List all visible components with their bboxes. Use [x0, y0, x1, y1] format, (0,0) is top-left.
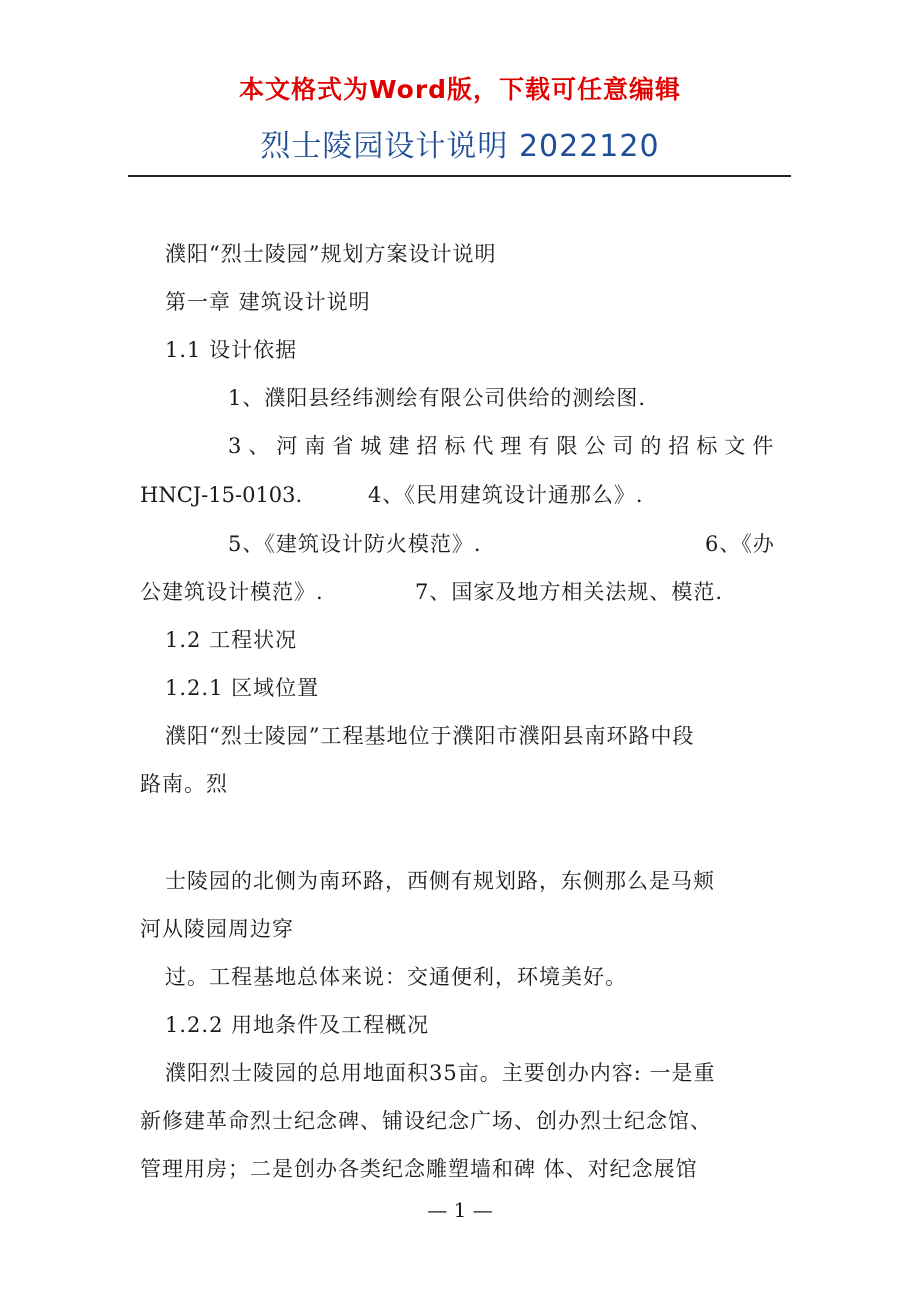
list-item: 1、濮阳县经纬测绘有限公司供给的测绘图. [228, 386, 647, 410]
list-item: 3、河南省城建招标代理有限公司的招标文件 [228, 434, 781, 458]
paragraph-line: 路南。烈 [140, 772, 228, 796]
document-title: 烈士陵园设计说明 2022120 [260, 129, 660, 164]
list-item-code: HNCJ-15-0103. [140, 483, 303, 507]
paragraph-line: 河从陵园周边穿 [140, 917, 294, 941]
paragraph-line: 过。工程基地总体来说：交通便利，环境美好。 [165, 965, 627, 989]
subtitle: 濮阳“烈士陵园”规划方案设计说明 [165, 242, 497, 266]
subsection-heading: 1.2.2 用地条件及工程概况 [165, 1013, 430, 1037]
title-divider [128, 175, 791, 177]
section-heading: 1.2 工程状况 [165, 628, 298, 652]
chapter-heading: 第一章 建筑设计说明 [165, 290, 371, 314]
list-item: 公建筑设计模范》. [140, 580, 324, 604]
format-banner: 本文格式为Word版，下载可任意编辑 [238, 75, 682, 104]
paragraph-line: 管理用房；二是创办各类纪念雕塑墙和碑 体、对纪念展馆 [140, 1157, 698, 1181]
page-number: — 1 — [427, 1198, 493, 1222]
section-heading: 1.1 设计依据 [165, 338, 298, 362]
subsection-heading: 1.2.1 区域位置 [165, 676, 320, 700]
paragraph-line: 濮阳烈士陵园的总用地面积35亩。主要创办内容: 一是重 [165, 1061, 716, 1085]
list-item: 7、国家及地方相关法规、模范. [415, 580, 724, 604]
list-item: 5、《建筑设计防火模范》. [228, 532, 482, 556]
paragraph-line: 濮阳“烈士陵园”工程基地位于濮阳市濮阳县南环路中段 [165, 724, 695, 748]
paragraph-line: 士陵园的北侧为南环路，西侧有规划路，东侧那么是马颊 [165, 869, 715, 893]
list-item: 4、《民用建筑设计通那么》. [368, 483, 644, 507]
list-item: 6、《办 [705, 532, 775, 556]
paragraph-line: 新修建革命烈士纪念碑、铺设纪念广场、创办烈士纪念馆、 [140, 1109, 712, 1133]
